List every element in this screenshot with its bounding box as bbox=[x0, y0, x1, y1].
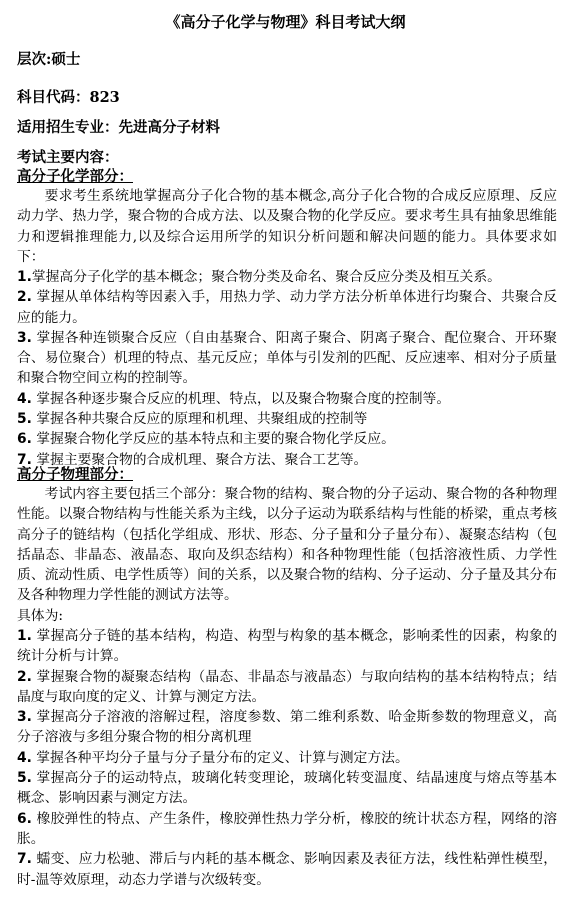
section2-intro: 考试内容主要包括三个部分：聚合物的结构、聚合物的分子运动、聚合物的各种物理性能。以聚合物结构与性能关系为主线，以分子运动为联系结构与性能的桥梁，重点考核高分子的链结构（包括化学组成、形状、形态、分子量和分子量分布）、凝聚态结构（包括晶态、非晶态、液晶态、取向及织态结构）和各种物理性能（包括溶液性质、力学性质、流动性质、电学性质等）间的关系，以及聚合物的结构、分子运动、分子量及其分布及各种物理力学性能的测试方法等。 bbox=[17, 486, 557, 604]
list-item: 5. 掌握高分子的运动特点，玻璃化转变理论，玻璃化转变温度、结晶速度与熔点等基本概念、影响因素与测定方法。 bbox=[17, 770, 558, 807]
document-title: 《高分子化学与物理》科目考试大纲 bbox=[165, 13, 406, 31]
list-item: 6. 掌握聚合物化学反应的基本特点和主要的聚合物化学反应。 bbox=[17, 431, 395, 448]
level-line: 层次:硕士 bbox=[17, 51, 81, 68]
section2-heading: 高分子物理部分： bbox=[17, 466, 133, 483]
section1-heading: 高分子化学部分： bbox=[17, 168, 133, 185]
list-item: 6. 橡胶弹性的特点、产生条件，橡胶弹性热力学分析，橡胶的统计状态方程，网络的溶胀。 bbox=[17, 810, 558, 847]
section1-list bbox=[17, 267, 557, 470]
list-item: 4. 掌握各种平均分子量与分子量分布的定义、计算与测定方法。 bbox=[17, 749, 409, 766]
list-item: 4. 掌握各种逐步聚合反应的机理、特点，以及聚合物聚合度的控制等。 bbox=[17, 390, 451, 407]
section2-sub-label: 具体为: bbox=[17, 608, 64, 624]
list-item: 7. 掌握主要聚合物的合成机理、聚合方法、聚合工艺等。 bbox=[17, 451, 368, 468]
section2-list bbox=[17, 626, 557, 890]
list-item: 3. 掌握高分子溶液的溶解过程，溶度参数、第二维利系数、哈金斯参数的物理意义，高分子溶液与多组分聚合物的相分离机理 bbox=[17, 709, 558, 746]
list-item: 5. 掌握各种共聚合反应的原理和机理、共聚组成的控制等 bbox=[17, 411, 368, 428]
major-line: 适用招生专业：先进高分子材料 bbox=[17, 119, 220, 136]
list-item: 1.掌握高分子化学的基本概念；聚合物分类及命名、聚合反应分类及相互关系。 bbox=[17, 269, 501, 285]
subject-code-line: 科目代码：823 bbox=[17, 89, 120, 106]
list-item: 1. 掌握高分子链的基本结构，构造、构型与构象的基本概念，影响柔性的因素，构象的统计分析与计算。 bbox=[17, 628, 558, 665]
list-item: 2. 掌握聚合物的凝聚态结构（晶态、非晶态与液晶态）与取向结构的基本结构特点；结晶度与取向度的定义、计算与测定方法。 bbox=[17, 668, 558, 705]
list-item: 3. 掌握各种连锁聚合反应（自由基聚合、阳离子聚合、阴离子聚合、配位聚合、开环聚合、易位聚合）机理的特点、基元反应；单体与引发剂的匹配、反应速率、相对分子质量和聚合物空间立构的控制等。 bbox=[17, 329, 558, 387]
section1-intro: 要求考生系统地掌握高分子化合物的基本概念,高分子化合物的合成反应原理、反应动力学、热力学，聚合物的合成方法、以及聚合物的化学反应。要求考生具有抽象思维能力和逻辑推理能力,以及综合运用所学的知识分析问题和解决问题的能力。具体要求如下： bbox=[17, 188, 557, 265]
list-item: 7. 蠕变、应力松驰、滞后与内耗的基本概念、影响因素及表征方法，线性粘弹性模型，时-温等效原理，动态力学谱与次级转变。 bbox=[17, 851, 558, 888]
list-item: 2. 掌握从单体结构等因素入手，用热力学、动力学方法分析单体进行均聚合、共聚合反应的能力。 bbox=[17, 289, 558, 326]
main-content-label: 考试主要内容： bbox=[17, 149, 119, 166]
